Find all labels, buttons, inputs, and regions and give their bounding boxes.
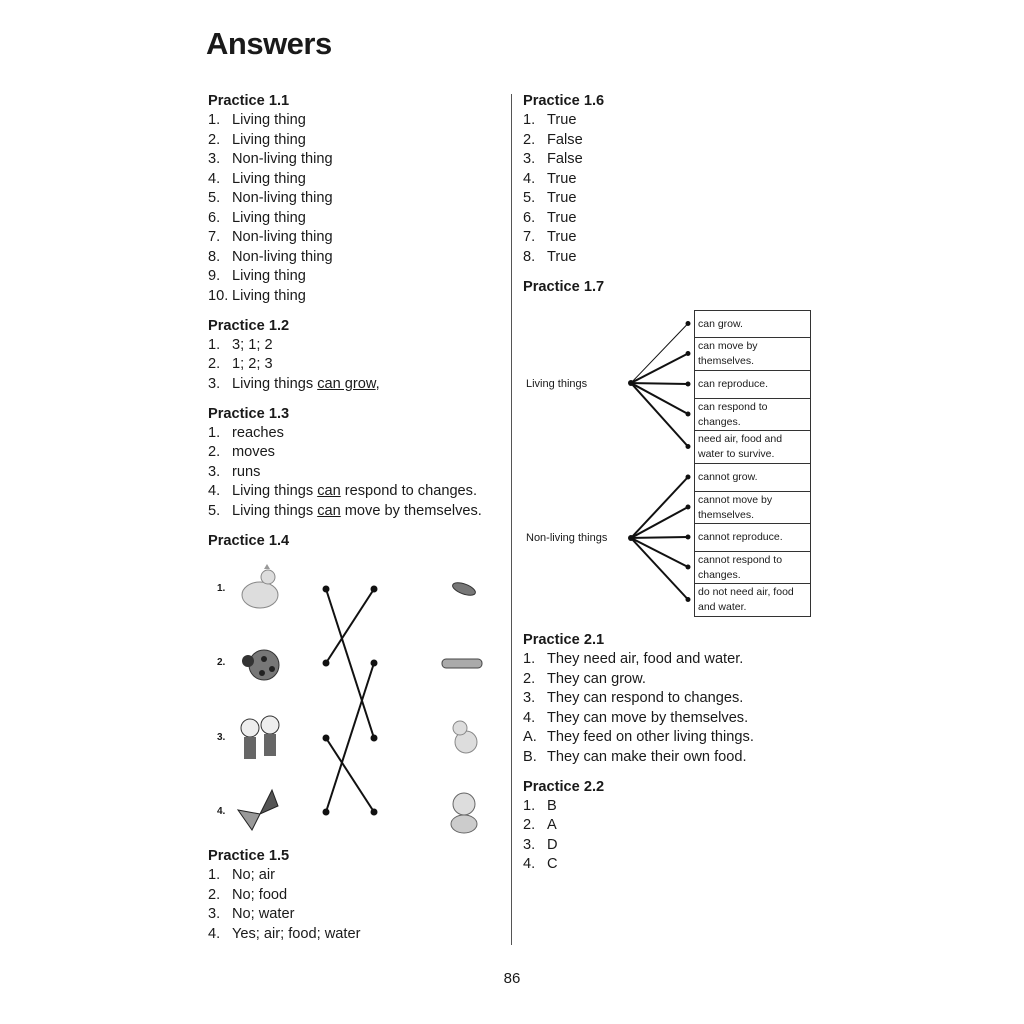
characteristic-box: cannot reproduce.: [694, 523, 811, 552]
answer-text: [232, 189, 333, 209]
answer-item: [523, 709, 823, 729]
answer-text: [232, 463, 260, 483]
page-number: 86: [503, 970, 521, 987]
answer-text: [547, 209, 576, 229]
answer-text: [232, 150, 333, 170]
text-part: Non-living thing: [232, 248, 333, 265]
section-heading: Practice 1.6: [523, 93, 605, 109]
text-part: Living things: [232, 483, 318, 499]
answer-item: [208, 866, 508, 886]
matching-lines: [208, 560, 498, 840]
answer-item: [523, 797, 823, 817]
answer-item: [208, 267, 508, 287]
item-number: 3.: [523, 151, 536, 167]
text-part: Living things: [232, 375, 318, 392]
item-number: 3.: [208, 463, 221, 480]
item-number: 5.: [208, 502, 221, 519]
baby-picture-icon: [451, 793, 477, 833]
answer-item: [208, 482, 508, 502]
text-part: No; water: [232, 906, 295, 922]
answer-text: [232, 267, 306, 287]
text-part: True: [547, 229, 577, 245]
answer-text: [547, 670, 646, 690]
answer-item: [523, 228, 823, 248]
text-part: Living thing: [232, 131, 306, 148]
item-number: 1.: [523, 112, 536, 128]
answer-text: [232, 228, 333, 248]
text-part: Living thing: [232, 209, 306, 226]
answer-item: [208, 209, 508, 229]
item-number: 3.: [208, 375, 221, 392]
answer-item: [208, 170, 508, 190]
item-number: 4.: [523, 856, 536, 872]
match-number: 2.: [217, 657, 226, 668]
right-dot: [371, 735, 378, 742]
characteristic-box: cannot grow.: [694, 463, 811, 492]
answer-text: [232, 905, 294, 925]
underlined-text: can: [317, 483, 341, 499]
answer-text: [232, 375, 380, 395]
connector-line: [631, 537, 688, 538]
connector-dot: [686, 444, 691, 449]
characteristic-box: can move by themselves.: [694, 337, 811, 371]
nonliving-things-label: Non-living things: [526, 532, 608, 544]
answer-item: [208, 150, 508, 170]
text-part: True: [547, 190, 577, 206]
answer-text: [547, 728, 754, 748]
answer-text: [547, 228, 576, 248]
item-number: 2.: [523, 817, 536, 833]
text-part: Living thing: [232, 112, 306, 128]
text-part: True: [547, 248, 577, 265]
text-part: Non-living thing: [232, 190, 333, 206]
answer-text: [547, 709, 748, 729]
answer-text: [232, 336, 273, 356]
connector-line: [631, 354, 688, 384]
item-number: 2.: [208, 131, 221, 148]
practice-section: [523, 91, 823, 267]
item-number: 5.: [523, 190, 536, 206]
item-number: 4.: [523, 170, 536, 187]
item-number: 8.: [208, 248, 221, 265]
item-number: 4.: [208, 170, 221, 187]
left-dot: [323, 809, 330, 816]
text-part: Living thing: [232, 287, 306, 304]
answer-item: [208, 905, 508, 925]
text-part: Non-living thing: [232, 151, 333, 167]
answer-text: [547, 189, 576, 209]
text-part: They can grow.: [547, 670, 646, 687]
text-part: A: [547, 817, 557, 833]
item-number: 1.: [208, 867, 221, 883]
connector-line: [631, 507, 688, 538]
item-number: 6.: [208, 209, 221, 226]
text-part: runs: [232, 463, 261, 480]
item-number: 2.: [208, 886, 221, 903]
right-dot: [371, 586, 378, 593]
matching-exercise: [208, 560, 498, 840]
text-part: Living things: [232, 502, 318, 519]
item-number: 7.: [208, 229, 221, 245]
answer-item: [208, 189, 508, 209]
answer-text: [547, 170, 576, 190]
answer-item: [523, 816, 823, 836]
item-number: 2.: [523, 670, 536, 687]
characteristic-box: can grow.: [694, 310, 811, 338]
item-number: 9.: [208, 268, 221, 284]
answer-text: [232, 131, 306, 151]
item-number: 5.: [208, 190, 221, 206]
section-heading: Practice 1.1: [208, 93, 290, 109]
children-picture-icon: [241, 716, 279, 759]
item-number: 1.: [523, 797, 536, 814]
text-part: Living thing: [232, 268, 306, 284]
right-dot: [371, 660, 378, 667]
answer-item: [523, 650, 823, 670]
connector-line: [631, 324, 688, 384]
text-part: They can make their own food.: [547, 748, 747, 765]
text-part: True: [547, 209, 577, 226]
connector-dot: [686, 475, 691, 480]
underlined-text: can: [317, 502, 341, 519]
right-dot: [371, 809, 378, 816]
answer-item: [208, 111, 508, 131]
answer-text: [232, 424, 284, 444]
item-number: 3.: [523, 836, 536, 853]
connector-line: [631, 538, 688, 600]
connector-dot: [686, 321, 691, 326]
answer-text: [232, 925, 360, 945]
section-heading: Practice 1.5: [208, 848, 290, 864]
answer-item: [208, 287, 508, 307]
answer-text: [232, 502, 482, 522]
answer-text: [232, 111, 306, 131]
answer-item: [208, 925, 508, 945]
item-number: 10.: [208, 287, 229, 304]
ladybird-picture-icon: [242, 650, 279, 680]
answer-text: [547, 748, 747, 768]
connector-dot: [686, 382, 691, 387]
text-part: Living thing: [232, 170, 306, 187]
answer-item: [523, 728, 823, 748]
match-line: [326, 663, 374, 812]
answer-text: [547, 111, 576, 131]
answer-item: [208, 228, 508, 248]
text-part: reaches: [232, 424, 284, 441]
characteristic-box: cannot move by themselves.: [694, 491, 811, 524]
answer-item: [208, 375, 508, 395]
item-number: A.: [523, 729, 537, 745]
text-part: False: [547, 151, 583, 167]
characteristic-box: do not need air, food and water.: [694, 583, 811, 617]
answer-item: [523, 189, 823, 209]
text-part: respond to changes.: [340, 483, 478, 499]
item-number: 3.: [208, 906, 221, 922]
item-number: 2.: [523, 131, 536, 148]
match-line: [326, 738, 374, 812]
section-heading: Practice 1.2: [208, 317, 290, 334]
match-number: 1.: [217, 583, 226, 594]
section-heading: Practice 2.1: [523, 632, 605, 648]
answer-item: [523, 111, 823, 131]
item-number: 4.: [208, 483, 221, 499]
text-part: 1; 2; 3: [232, 356, 273, 372]
text-part: They can move by themselves.: [547, 709, 749, 726]
answer-text: [232, 886, 287, 906]
text-part: They feed on other living things.: [547, 729, 754, 745]
answer-item: [523, 150, 823, 170]
text-part: move by themselves.: [340, 502, 482, 519]
living-hub-dot: [628, 380, 634, 386]
section-heading: Practice 1.7: [523, 278, 605, 295]
left-dot: [323, 735, 330, 742]
section-heading: Practice 2.2: [523, 778, 605, 795]
answer-text: [232, 866, 275, 886]
text-part: Non-living thing: [232, 229, 333, 245]
answer-item: [523, 209, 823, 229]
text-part: They need air, food and water.: [547, 651, 744, 667]
left-dot: [323, 660, 330, 667]
text-part: True: [547, 112, 577, 128]
item-number: 1.: [523, 651, 536, 667]
answer-text: [547, 650, 743, 670]
item-number: 7.: [523, 229, 536, 245]
text-part: No; air: [232, 867, 275, 883]
connector-dot: [686, 505, 691, 510]
item-number: 4.: [208, 925, 221, 942]
answer-item: [208, 463, 508, 483]
connector-dot: [686, 565, 691, 570]
practice-section: [523, 777, 823, 875]
underlined-text: can grow: [317, 375, 376, 392]
hen-picture-icon: [242, 564, 278, 608]
match-number: 3.: [217, 732, 226, 743]
text-part: False: [547, 131, 583, 148]
answer-item: [208, 502, 508, 522]
answer-item: [208, 424, 508, 444]
section-heading: Practice 1.3: [208, 405, 290, 422]
answer-item: [523, 748, 823, 768]
text-part: C: [547, 856, 558, 872]
characteristic-box: can reproduce.: [694, 370, 811, 399]
answer-item: [208, 131, 508, 151]
practice-section: [208, 846, 508, 944]
answer-text: [232, 248, 333, 268]
answer-text: [232, 482, 477, 502]
text-part: 3; 1; 2: [232, 336, 273, 353]
characteristics-diagram: [515, 300, 820, 625]
nonliving-hub-dot: [628, 535, 634, 541]
left-dot: [323, 586, 330, 593]
section-heading: Practice 1.4: [208, 532, 290, 549]
practice-section: [208, 316, 508, 395]
answer-text: [232, 209, 306, 229]
item-number: 1.: [208, 112, 221, 128]
caterpillar-picture-icon: [442, 659, 482, 668]
connector-line: [631, 477, 688, 538]
answer-text: [547, 816, 557, 836]
connector-line: [631, 383, 688, 384]
connector-line: [631, 538, 688, 567]
answer-item: [523, 131, 823, 151]
item-number: 4.: [523, 709, 536, 726]
text-part: B: [547, 797, 557, 814]
answer-text: [547, 689, 743, 709]
text-part: moves: [232, 444, 275, 460]
answer-item: [523, 170, 823, 190]
answer-text: [232, 170, 306, 190]
connector-line: [631, 383, 688, 447]
item-number: 1.: [208, 336, 221, 353]
practice-section: [208, 91, 508, 306]
answer-text: [547, 797, 557, 817]
connector-dot: [686, 535, 691, 540]
item-number: 3.: [208, 151, 221, 167]
answer-text: [232, 443, 275, 463]
item-number: 2.: [208, 444, 221, 460]
butterfly-picture-icon: [238, 790, 278, 830]
living-things-label: Living things: [526, 378, 588, 390]
item-number: 1.: [208, 424, 221, 441]
item-number: B.: [523, 748, 537, 765]
answer-text: [547, 248, 576, 268]
text-part: D: [547, 836, 558, 853]
answer-text: [547, 855, 558, 875]
match-line: [326, 589, 374, 738]
answer-item: [208, 355, 508, 375]
match-line: [326, 589, 374, 663]
connector-dot: [686, 597, 691, 602]
answer-item: [523, 836, 823, 856]
characteristic-box: need air, food and water to survive.: [694, 430, 811, 464]
chick-picture-icon: [453, 721, 477, 753]
answer-text: [547, 150, 583, 170]
connector-dot: [686, 412, 691, 417]
connector-dot: [686, 351, 691, 356]
item-number: 6.: [523, 209, 536, 226]
text-part: True: [547, 170, 577, 187]
text-part: They can respond to changes.: [547, 690, 744, 706]
practice-section: [208, 404, 508, 522]
characteristic-box: can respond to changes.: [694, 398, 811, 431]
item-number: 3.: [523, 690, 536, 706]
answer-text: [547, 836, 558, 856]
item-number: 8.: [523, 248, 536, 265]
characteristic-box: cannot respond to changes.: [694, 551, 811, 584]
answer-item: [523, 670, 823, 690]
beetle-picture-icon: [451, 580, 477, 598]
page-title: Answers: [206, 26, 332, 61]
item-number: 2.: [208, 356, 221, 372]
answer-item: [208, 248, 508, 268]
answer-item: [208, 336, 508, 356]
answer-item: [523, 248, 823, 268]
answer-item: [208, 443, 508, 463]
match-number: 4.: [217, 806, 226, 817]
answer-text: [232, 287, 306, 307]
column-divider: [511, 94, 512, 945]
answer-item: [523, 855, 823, 875]
answer-item: [523, 689, 823, 709]
answer-text: [232, 355, 273, 375]
answer-text: [547, 131, 583, 151]
text-part: No; food: [232, 886, 288, 903]
practice-section: [523, 630, 823, 767]
text-part: ,: [375, 375, 380, 392]
connector-line: [631, 383, 688, 414]
text-part: Yes; air; food; water: [232, 925, 361, 942]
answer-item: [208, 886, 508, 906]
